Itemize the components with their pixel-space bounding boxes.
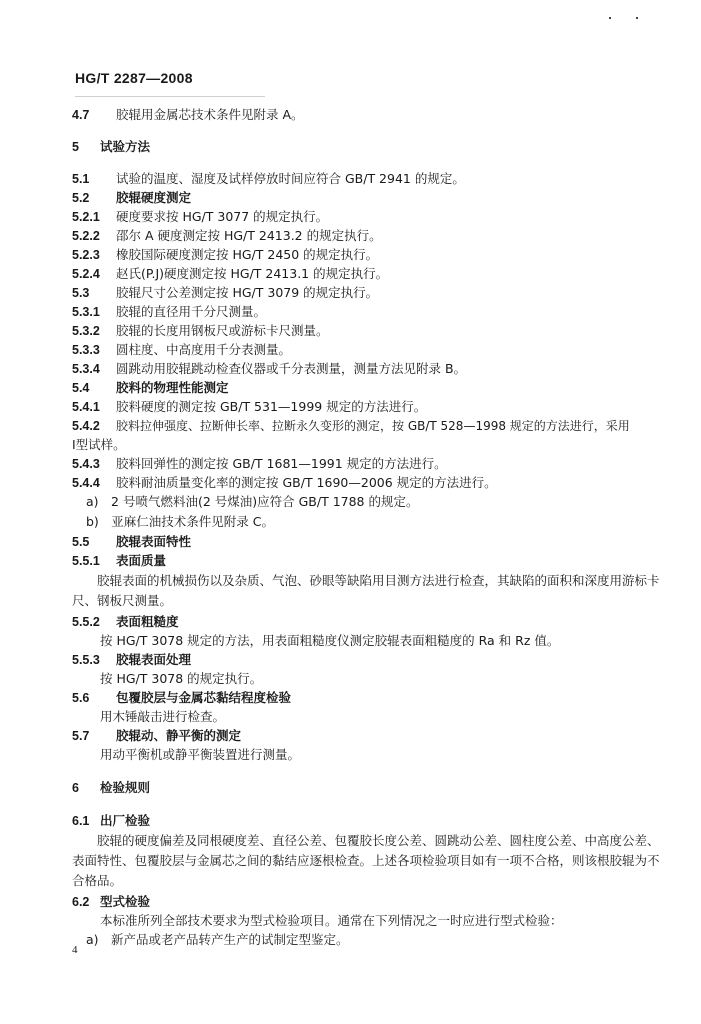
clause-number: 5.4.4 bbox=[72, 476, 100, 490]
document-body bbox=[72, 102, 662, 950]
clause-5-3 bbox=[72, 284, 662, 303]
paragraph-5-5-3: 按 HG/T 3078 的规定执行。 bbox=[100, 671, 263, 686]
clause-text: 胶辊用金属芯技术条件见附录 A。 bbox=[116, 107, 304, 122]
clause-text: Ⅰ型试样。 bbox=[72, 437, 126, 452]
paragraph-6-2: 本标准所列全部技术要求为型式检验项目。通常在下列情况之一时应进行型式检验： bbox=[100, 913, 563, 928]
clause-number: 4.7 bbox=[72, 108, 90, 122]
clause-5-5-2 bbox=[72, 613, 662, 632]
clause-5-2-2 bbox=[72, 227, 662, 246]
clause-number: 5.5.3 bbox=[72, 653, 100, 667]
page-number: 4 bbox=[72, 944, 78, 956]
scan-speck bbox=[609, 17, 611, 19]
paragraph-5-5-1: 胶辊表面的机械损伤以及杂质、气泡、砂眼等缺陷用目测方法进行检查，其缺陷的面积和深度用游标卡尺、钢板尺测量。 bbox=[72, 573, 660, 608]
clause-4-7 bbox=[72, 106, 662, 124]
clause-title: 包覆胶层与金属芯黏结程度检验 bbox=[116, 690, 292, 705]
clause-5-2-4 bbox=[72, 265, 662, 284]
paragraph-5-6: 用木锤敲击进行检查。 bbox=[100, 709, 226, 724]
clause-text: 圆跳动用胶辊跳动检查仪器或千分表测量，测量方法见附录 B。 bbox=[116, 361, 467, 376]
paragraph-5-7: 用动平衡机或静平衡装置进行测量。 bbox=[100, 747, 301, 762]
clause-text: 胶料硬度的测定按 GB/T 531—1999 规定的方法进行。 bbox=[116, 399, 427, 414]
clause-6-1 bbox=[72, 812, 662, 831]
scan-speck bbox=[636, 17, 638, 19]
clause-number: 5.7 bbox=[72, 729, 90, 743]
clause-number: 5.2.1 bbox=[72, 210, 100, 224]
header-rule bbox=[75, 96, 265, 97]
clause-number: 5.3.2 bbox=[72, 324, 100, 338]
clause-title: 表面质量 bbox=[116, 553, 167, 568]
clause-number: 5.5.1 bbox=[72, 554, 100, 568]
clause-5-3-3 bbox=[72, 341, 662, 360]
clause-5-5-1 bbox=[72, 552, 662, 571]
clause-5-4-4 bbox=[72, 474, 662, 493]
clause-5-5-3 bbox=[72, 651, 662, 670]
list-item: b) 亚麻仁油技术条件见附录 C。 bbox=[86, 514, 275, 529]
clause-title: 胶辊表面特性 bbox=[116, 534, 192, 549]
clause-number: 5.4.1 bbox=[72, 400, 100, 414]
clause-text: 邵尔 A 硬度测定按 HG/T 2413.2 的规定执行。 bbox=[116, 228, 382, 243]
paragraph-5-5-2: 按 HG/T 3078 规定的方法，用表面粗糙度仪测定胶辊表面粗糙度的 Ra 和 Rz 值。 bbox=[100, 633, 560, 648]
list-item: a) 2 号喷气燃料油(2 号煤油)应符合 GB/T 1788 的规定。 bbox=[86, 494, 419, 509]
list-item: a) 新产品或老产品转产生产的试制定型鉴定。 bbox=[86, 932, 349, 947]
clause-5-2 bbox=[72, 189, 662, 208]
clause-text: 圆柱度、中高度用千分表测量。 bbox=[116, 342, 292, 357]
clause-title: 胶辊硬度测定 bbox=[116, 190, 192, 205]
clause-6-2 bbox=[72, 893, 662, 912]
clause-text: 橡胶国际硬度测定按 HG/T 2450 的规定执行。 bbox=[116, 247, 379, 262]
clause-5-4 bbox=[72, 379, 662, 398]
section-title: 试验方法 bbox=[100, 139, 151, 154]
clause-5-4-1 bbox=[72, 398, 662, 417]
clause-number: 5.2.4 bbox=[72, 267, 100, 281]
clause-5-3-2 bbox=[72, 322, 662, 341]
clause-number: 5.2.3 bbox=[72, 248, 100, 262]
clause-5-5 bbox=[72, 533, 662, 552]
clause-text: 胶料拉伸强度、拉断伸长率、拉断永久变形的测定，按 GB/T 528—1998 规定的方法进行，采用 bbox=[116, 419, 630, 433]
clause-number: 5.4.2 bbox=[72, 419, 100, 433]
clause-title: 型式检验 bbox=[100, 894, 151, 909]
clause-title: 表面粗糙度 bbox=[116, 614, 179, 629]
section-number: 5 bbox=[72, 140, 79, 154]
standard-code: HG/T 2287—2008 bbox=[75, 70, 193, 86]
clause-number: 6.1 bbox=[72, 814, 90, 828]
clause-title: 胶辊表面处理 bbox=[116, 652, 192, 667]
clause-number: 5.6 bbox=[72, 691, 90, 705]
clause-5-1 bbox=[72, 170, 662, 189]
clause-number: 5.4 bbox=[72, 381, 90, 395]
clause-text: 赵氏(P.J)硬度测定按 HG/T 2413.1 的规定执行。 bbox=[116, 266, 389, 281]
clause-number: 5.2.2 bbox=[72, 229, 100, 243]
clause-5-4-2 bbox=[72, 417, 662, 436]
clause-title: 胶料的物理性能测定 bbox=[116, 380, 229, 395]
clause-number: 5.3.4 bbox=[72, 362, 100, 376]
clause-number: 5.3.1 bbox=[72, 305, 100, 319]
clause-text: 试验的温度、湿度及试样停放时间应符合 GB/T 2941 的规定。 bbox=[116, 171, 465, 186]
section-title: 检验规则 bbox=[100, 780, 151, 795]
clause-5-4-2-continuation bbox=[72, 436, 662, 455]
clause-5-3-1 bbox=[72, 303, 662, 322]
clause-number: 5.2 bbox=[72, 191, 90, 205]
clause-number: 5.5 bbox=[72, 535, 90, 549]
clause-text: 胶辊的长度用钢板尺或游标卡尺测量。 bbox=[116, 323, 329, 338]
clause-number: 5.3 bbox=[72, 286, 90, 300]
clause-text: 胶料回弹性的测定按 GB/T 1681—1991 规定的方法进行。 bbox=[116, 456, 447, 471]
section-5-heading bbox=[72, 138, 662, 156]
clause-5-7 bbox=[72, 727, 662, 746]
clause-5-2-3 bbox=[72, 246, 662, 265]
clause-5-4-3 bbox=[72, 455, 662, 474]
clause-5-3-4 bbox=[72, 360, 662, 379]
section-number: 6 bbox=[72, 781, 79, 795]
clause-5-6 bbox=[72, 689, 662, 708]
clause-text: 胶辊尺寸公差测定按 HG/T 3079 的规定执行。 bbox=[116, 285, 379, 300]
paragraph-6-1: 胶辊的硬度偏差及同根硬度差、直径公差、包覆胶长度公差、圆跳动公差、圆柱度公差、中高度公差、表面特性、包覆胶层与金属芯之间的黏结应逐根检查。上述各项检验项目如有一项不合格，则该根胶辊为不合格品。 bbox=[72, 833, 660, 888]
clause-text: 硬度要求按 HG/T 3077 的规定执行。 bbox=[116, 209, 329, 224]
clause-number: 6.2 bbox=[72, 895, 90, 909]
clause-number: 5.1 bbox=[72, 172, 90, 186]
clause-5-2-1 bbox=[72, 208, 662, 227]
clause-number: 5.4.3 bbox=[72, 457, 100, 471]
clause-title: 胶辊动、静平衡的测定 bbox=[116, 728, 242, 743]
clause-number: 5.5.2 bbox=[72, 615, 100, 629]
clause-number: 5.3.3 bbox=[72, 343, 100, 357]
clause-title: 出厂检验 bbox=[100, 813, 151, 828]
clause-text: 胶辊的直径用千分尺测量。 bbox=[116, 304, 267, 319]
clause-text: 胶料耐油质量变化率的测定按 GB/T 1690—2006 规定的方法进行。 bbox=[116, 475, 497, 490]
section-6-heading bbox=[72, 779, 662, 798]
